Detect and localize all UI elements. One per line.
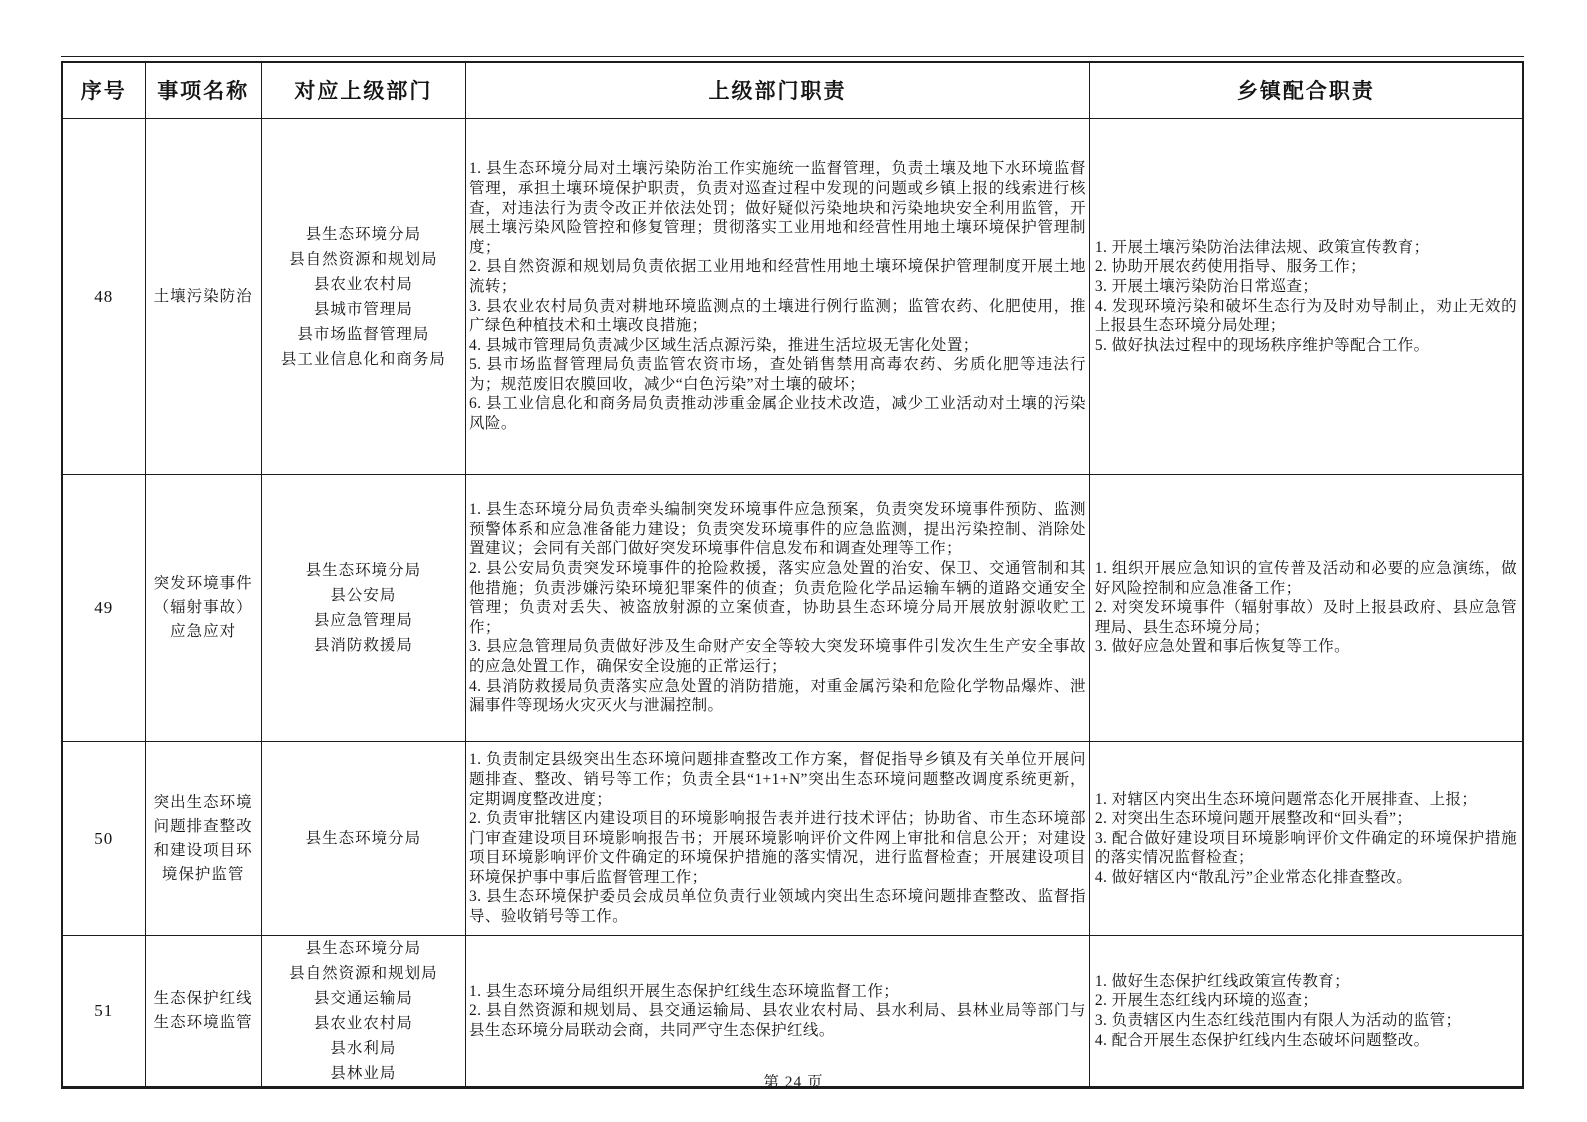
duty-item: 3. 县农业农村局负责对耕地环境监测点的土壤进行例行监测；监管农药、化肥使用，推广绿色种植技术和土壤改良措施； [469, 297, 1086, 335]
township-duties-cell [1089, 936, 1523, 1088]
duty-item: 3. 做好应急处置和事后恢复等工作。 [1094, 638, 1351, 656]
department-item: 县生态环境分局 [305, 225, 422, 243]
duty-item: 5. 县市场监督管理局负责监管农资市场，查处销售禁用高毒农药、劣质化肥等违法行为；规范废旧农膜回收，减少“白色污染”对土壤的破坏； [469, 356, 1086, 393]
table-row-51 [62, 936, 1523, 1088]
responsibility-table-wrap [61, 56, 1524, 1089]
page-number: 第 24 页 [763, 1074, 824, 1091]
seq-no: 48 [62, 119, 145, 475]
duty-item: 4. 发现环境污染和破坏生态行为及时劝导制止，劝止无效的上报县生态环境分局处理； [1094, 297, 1517, 335]
department-item: 县农业农村局 [313, 275, 413, 293]
duty-item: 2. 开展生态红线内环境的巡查； [1094, 992, 1319, 1010]
department-item: 县应急管理局 [313, 612, 413, 629]
superior-duties-cell [466, 936, 1090, 1088]
responsibility-table [61, 61, 1524, 1090]
duty-item: 3. 开展土壤污染防治日常巡查； [1094, 277, 1319, 295]
department-item: 县工业信息化和商务局 [280, 350, 446, 368]
table-row-48 [62, 119, 1523, 475]
township-duties-cell [1089, 475, 1523, 742]
duty-item: 1. 对辖区内突出生态环境问题常态化开展排查、上报； [1094, 790, 1478, 808]
duty-item: 2. 县公安局负责突发环境事件的抢险救援，落实应急处置的治安、保卫、交通管制和其他措施；负责涉嫌污染环境犯罪案件的侦查；负责危险化学品运输车辆的道路交通安全管理；负责对丢失、被盗放射源的立案侦查，协助县生态环境分局开展放射源收贮工作； [469, 560, 1086, 636]
department-list [261, 475, 465, 742]
item-name: 土壤污染防治 [145, 119, 261, 475]
header-superior-duties: 上级部门职责 [466, 62, 1090, 119]
duty-item: 3. 配合做好建设项目环境影响评价文件确定的环境保护措施的落实情况监督检查； [1094, 829, 1517, 867]
header-township-duties: 乡镇配合职责 [1089, 62, 1523, 119]
township-duties-cell [1089, 119, 1523, 475]
superior-duties-cell [466, 475, 1090, 742]
header-item-name: 事项名称 [145, 62, 261, 119]
superior-duties-cell [466, 742, 1090, 936]
item-name: 突出生态环境问题排查整改和建设项目环境保护监管 [145, 742, 261, 936]
item-name: 生态保护红线生态环境监管 [145, 936, 261, 1088]
duty-item: 4. 做好辖区内“散乱污”企业常态化排查整改。 [1094, 868, 1413, 886]
duty-item: 1. 组织开展应急知识的宣传普及活动和必要的应急演练，做好风险控制和应急准备工作； [1094, 560, 1517, 597]
township-duties-cell [1089, 742, 1523, 936]
department-item: 县生态环境分局 [305, 940, 422, 957]
department-list [261, 742, 465, 936]
superior-duties-cell [466, 119, 1090, 475]
header-superior-dept: 对应上级部门 [261, 62, 465, 119]
duty-item: 6. 县工业信息化和商务局负责推动涉重金属企业技术改造，减少工业活动对土壤的污染风险。 [469, 395, 1086, 433]
header-seq-no: 序号 [62, 62, 145, 119]
department-item: 县自然资源和规划局 [289, 250, 438, 268]
duty-item: 4. 县消防救援局负责落实应急处置的消防措施，对重金属污染和危险化学物品爆炸、泄漏事件等现场火灾灭火与泄漏控制。 [469, 677, 1086, 715]
duty-item: 1. 县生态环境分局对土壤污染防治工作实施统一监督管理，负责土壤及地下水环境监督管理，承担土壤环境保护职责，负责对巡查过程中发现的问题或乡镇上报的线索进行核查，对违法行为责令改正并依法处罚；做好疑似污染地块和污染地块安全利用监管，开展土壤污染风险管控和修复管理；贯彻落实工业用地和经营性用地土壤环境保护管理制度； [469, 160, 1086, 256]
duty-item: 2. 协助开展农药使用指导、服务工作； [1094, 258, 1366, 276]
duty-item: 2. 对突发环境事件（辐射事故）及时上报县政府、县应急管理局、县生态环境分局； [1094, 599, 1517, 636]
duty-item: 1. 负责制定县级突出生态环境问题排查整改工作方案，督促指导乡镇及有关单位开展问题排查、整改、销号等工作；负责全县“1+1+N”突出生态环境问题整改调度系统更新，定期调度整改进度； [469, 751, 1086, 808]
department-item: 县城市管理局 [313, 300, 413, 318]
duty-item: 1. 开展土壤污染防治法律法规、政策宣传教育； [1094, 238, 1430, 256]
table-row-50 [62, 742, 1523, 936]
department-item: 县生态环境分局 [305, 830, 422, 847]
department-list [261, 119, 465, 475]
department-item: 县自然资源和规划局 [289, 965, 438, 982]
department-item: 县农业农村局 [313, 1015, 413, 1032]
department-item: 县市场监督管理局 [297, 325, 430, 343]
department-item: 县消防救援局 [313, 637, 413, 654]
duty-item: 1. 做好生态保护红线政策宣传教育； [1094, 972, 1351, 990]
seq-no: 49 [62, 475, 145, 742]
duty-item: 3. 县生态环境保护委员会成员单位负责行业领域内突出生态环境问题排查整改、监督指导、验收销号等工作。 [469, 888, 1086, 926]
duty-item: 2. 县自然资源和规划局、县交通运输局、县农业农村局、县水利局、县林业局等部门与县生态环境分局联动会商，共同严守生态保护红线。 [469, 1002, 1086, 1039]
duty-item: 1. 县生态环境分局组织开展生态保护红线生态环境监督工作； [469, 982, 900, 1000]
department-item: 县公安局 [330, 587, 397, 604]
duty-item: 3. 负责辖区内生态红线范围内有限人为活动的监管； [1094, 1012, 1462, 1029]
duty-item: 4. 配合开展生态保护红线内生态破坏问题整改。 [1094, 1031, 1430, 1049]
header-row [62, 62, 1523, 119]
seq-no: 50 [62, 742, 145, 936]
duty-item: 4. 县城市管理局负责减少区域生活点源污染，推进生活垃圾无害化处置； [469, 336, 979, 354]
item-name: 突发环境事件（辐射事故）应急应对 [145, 475, 261, 742]
duty-item: 2. 县自然资源和规划局负责依据工业用地和经营性用地土壤环境保护管理制度开展土地流转； [469, 258, 1086, 295]
department-item: 县生态环境分局 [305, 562, 422, 579]
seq-no: 51 [62, 936, 145, 1088]
table-row-49 [62, 475, 1523, 742]
duty-item: 3. 县应急管理局负责做好涉及生命财产安全等较大突发环境事件引发次生生产安全事故的应急处置工作，确保安全设施的正常运行； [469, 638, 1086, 675]
department-list [261, 936, 465, 1088]
duty-item: 2. 对突出生态环境问题开展整改和“回头看”； [1094, 810, 1413, 828]
department-item: 县交通运输局 [313, 990, 413, 1007]
duty-item: 5. 做好执法过程中的现场秩序维护等配合工作。 [1094, 336, 1430, 354]
department-item: 县林业局 [330, 1065, 397, 1082]
department-item: 县水利局 [330, 1040, 397, 1057]
duty-item: 2. 负责审批辖区内建设项目的环境影响报告表并进行技术评估；协助省、市生态环境部门审查建设项目环境影响报告书；开展环境影响评价文件网上审批和信息公开；对建设项目环境影响评价文件确定的环境保护措施的落实情况，进行监督检查；开展建设项目环境保护事中事后监督管理工作； [469, 810, 1086, 886]
duty-item: 1. 县生态环境分局负责牵头编制突发环境事件应急预案，负责突发环境事件预防、监测预警体系和应急准备能力建设；负责突发环境事件的应急监测，提出污染控制、消除处置建议；会同有关部门做好突发环境事件信息发布和调查处理等工作； [469, 501, 1086, 558]
